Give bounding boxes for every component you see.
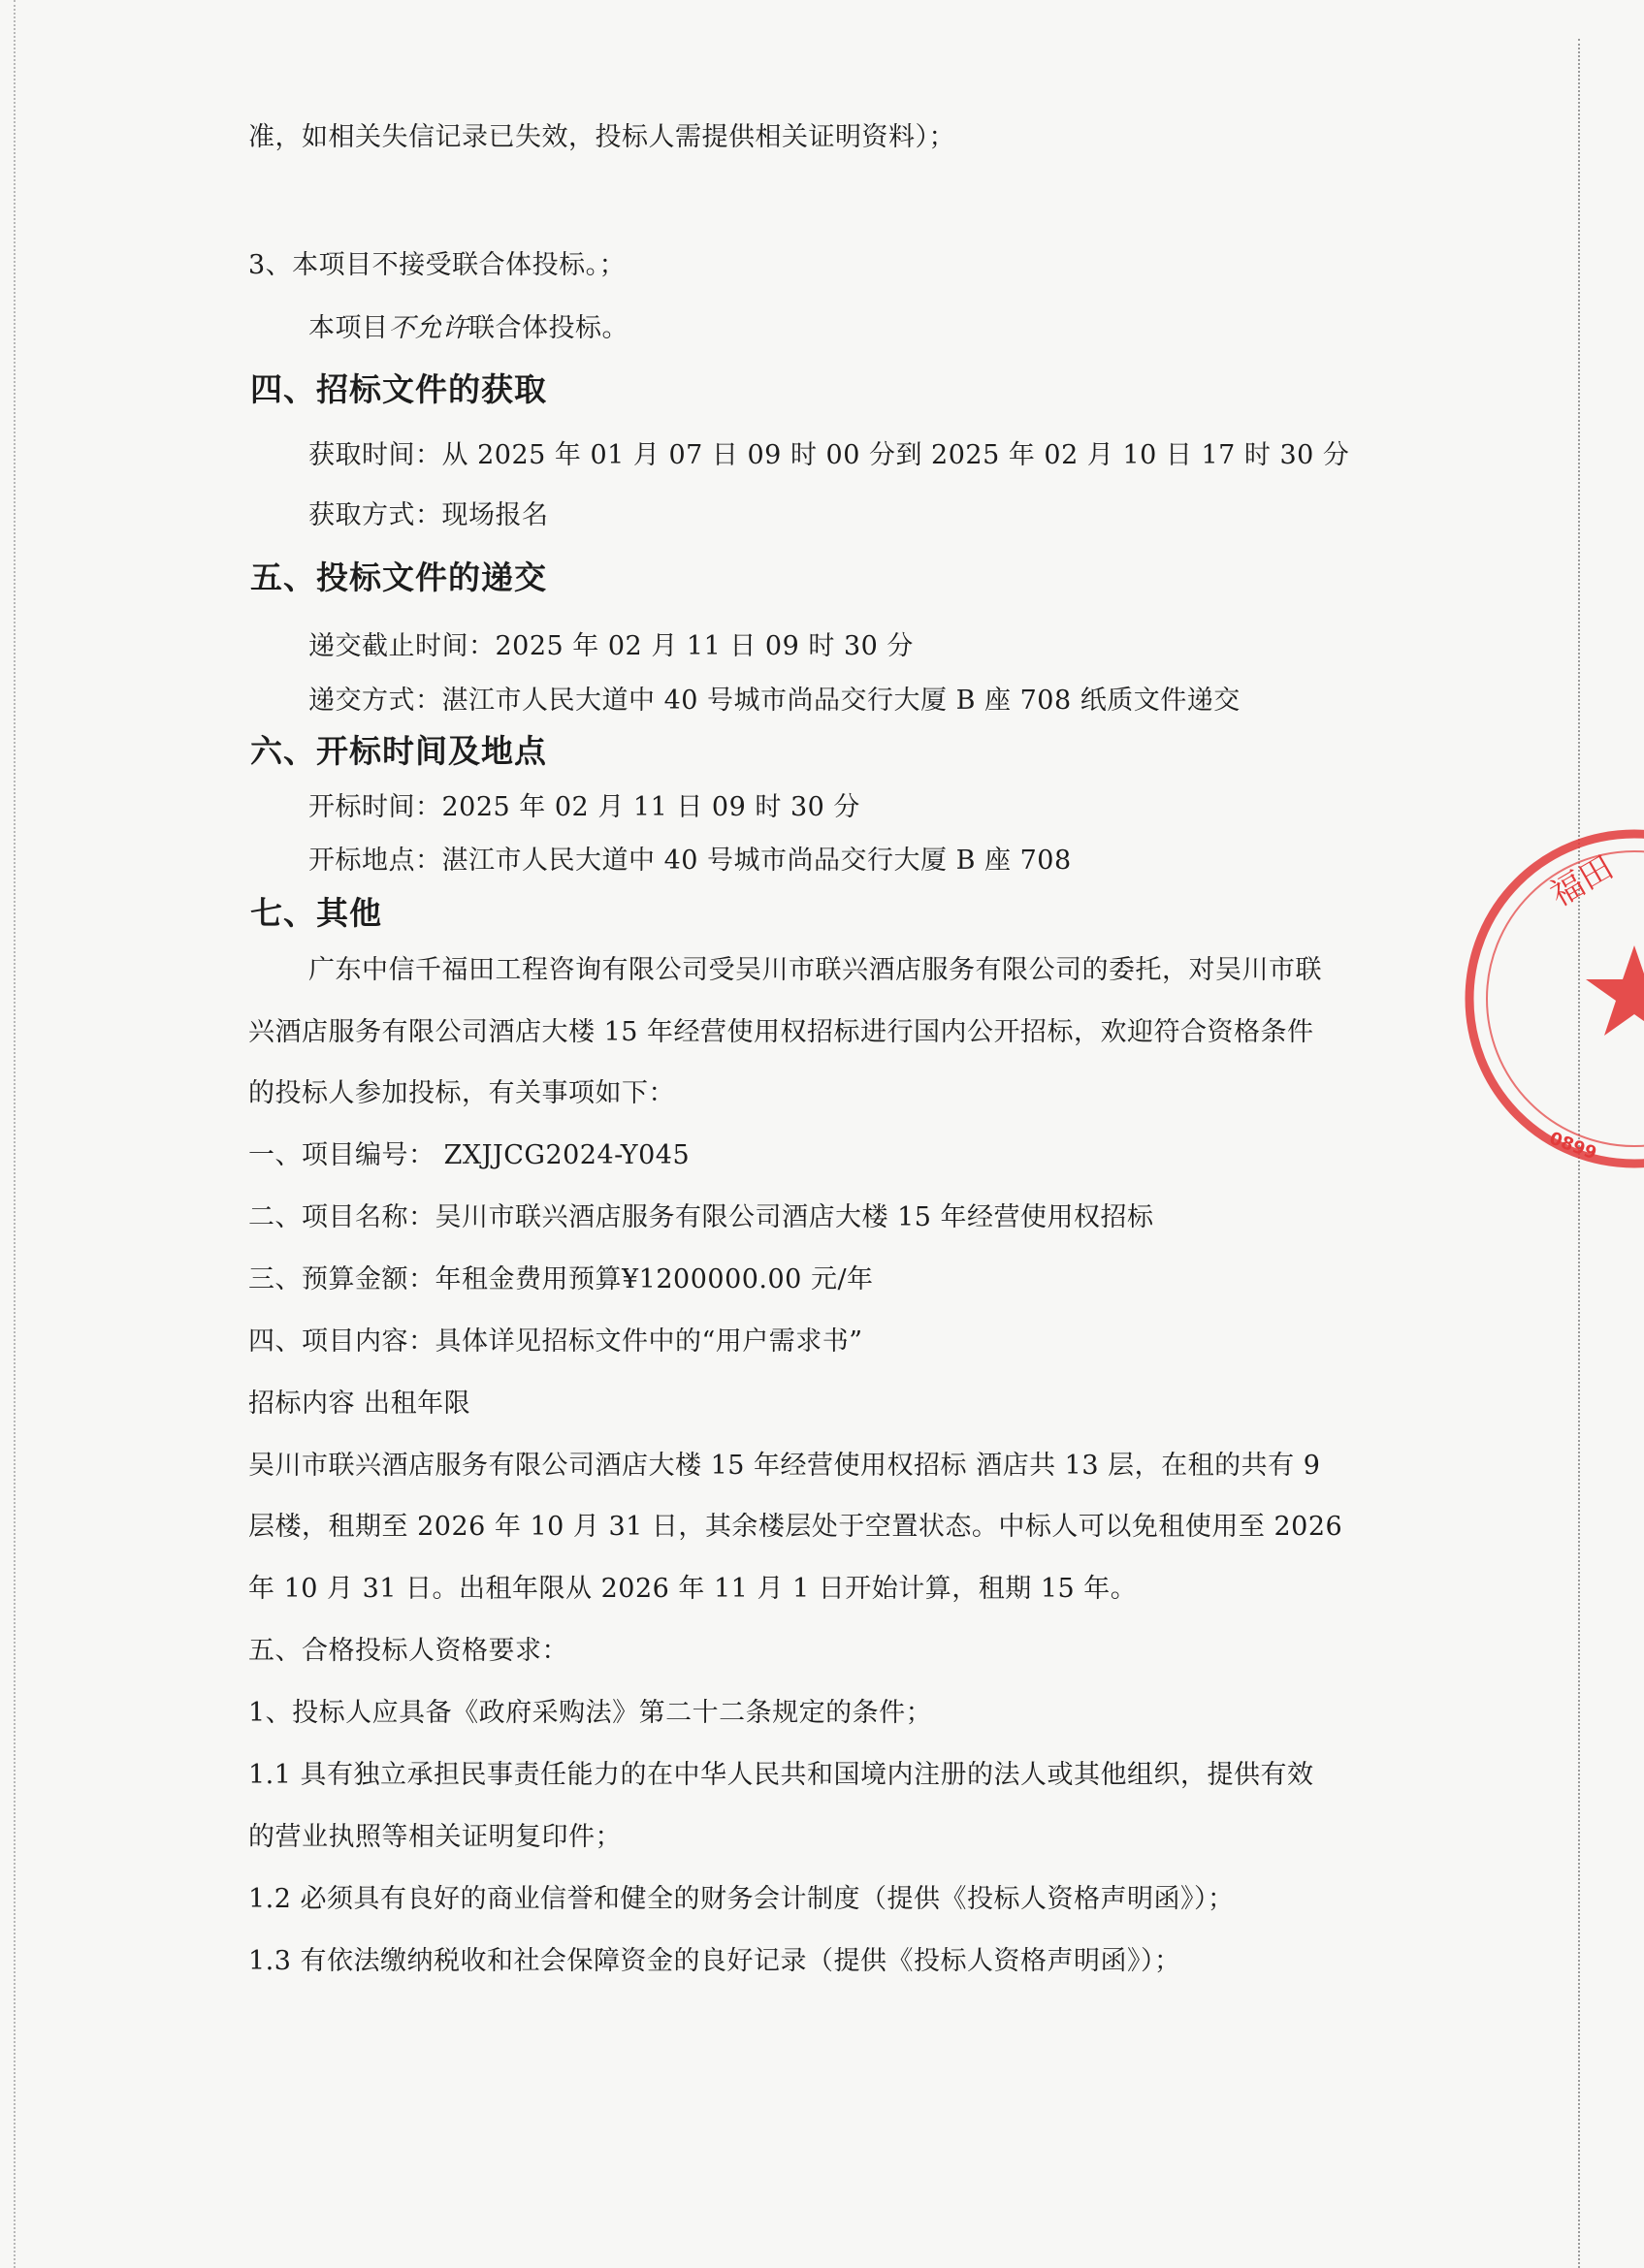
star-icon — [1586, 945, 1644, 1036]
text-line: 3、本项目不接受联合体投标。； — [248, 250, 627, 280]
text-line: 五、合格投标人资格要求： — [248, 1636, 568, 1666]
text-line: 广东中信千福田工程咨询有限公司受吴川市联兴酒店服务有限公司的委托，对吴川市联 — [308, 955, 1322, 985]
text-line: 1.3 有依法缴纳税收和社会保障资金的良好记录（提供《投标人资格声明函》）； — [248, 1946, 1181, 1976]
text-line: 1、投标人应具备《政府采购法》第二十二条规定的条件； — [248, 1698, 933, 1728]
text-line: 获取时间：从 2025 年 01 月 07 日 09 时 00 分到 2025 年 02 月 10 日 17 时 30 分 — [308, 440, 1350, 470]
text-span: 本项目 — [308, 313, 389, 343]
text-line: 1.1 具有独立承担民事责任能力的在中华人民共和国境内注册的法人或其他组织，提供有效 — [248, 1760, 1314, 1790]
company-seal-stamp — [1528, 824, 1644, 1173]
text-line: 二、项目名称：吴川市联兴酒店服务有限公司酒店大楼 15 年经营使用权招标 — [248, 1202, 1154, 1232]
text-line: 递交方式：湛江市人民大道中 40 号城市尚品交行大厦 B 座 708 纸质文件递交 — [308, 686, 1241, 716]
text-line: 开标地点：湛江市人民大道中 40 号城市尚品交行大厦 B 座 708 — [308, 846, 1072, 876]
text-line: 层楼，租期至 2026 年 10 月 31 日，其余楼层处于空置状态。中标人可以免租使用至 2026 — [248, 1512, 1343, 1542]
seal-text: 福田 — [1543, 847, 1621, 915]
text-line: 开标时间：2025 年 02 月 11 日 09 时 30 分 — [308, 792, 860, 822]
text-line: 四、项目内容：具体详见招标文件中的“用户需求书” — [248, 1326, 863, 1357]
text-line: 递交截止时间：2025 年 02 月 11 日 09 时 30 分 — [308, 631, 914, 661]
text-line: 1.2 必须具有良好的商业信誉和健全的财务会计制度（提供《投标人资格声明函》）； — [248, 1884, 1235, 1914]
section-heading: 五、投标文件的递交 — [250, 559, 547, 596]
text-line: 一、项目编号： ZXJJCG2024-Y045 — [248, 1140, 691, 1170]
text-line: 获取方式：现场报名 — [308, 500, 549, 530]
text-line: 兴酒店服务有限公司酒店大楼 15 年经营使用权招标进行国内公开招标，欢迎符合资格条件 — [248, 1017, 1314, 1047]
text-line — [308, 311, 629, 346]
text-line: 年 10 月 31 日。出租年限从 2026 年 11 月 1 日开始计算，租期 15 年。 — [248, 1574, 1138, 1604]
section-heading: 七、其他 — [250, 894, 382, 932]
section-heading: 四、招标文件的获取 — [250, 370, 547, 408]
text-line: 吴川市联兴酒店服务有限公司酒店大楼 15 年经营使用权招标 酒店共 13 层，在租的共有 9 — [248, 1451, 1321, 1481]
text-line: 的营业执照等相关证明复印件； — [248, 1822, 622, 1852]
text-span: 联合体投标。 — [468, 313, 629, 343]
text-line: 准，如相关失信记录已失效，投标人需提供相关证明资料）； — [248, 122, 955, 152]
section-heading: 六、开标时间及地点 — [250, 732, 547, 770]
text-line: 的投标人参加投标，有关事项如下： — [248, 1078, 675, 1108]
italic-span: 不允许 — [388, 313, 468, 343]
seal-number: 0899 — [1546, 1128, 1599, 1165]
scan-edge-left — [14, 0, 17, 2268]
text-line: 三、预算金额：年租金费用预算¥1200000.00 元/年 — [248, 1264, 874, 1294]
text-line: 招标内容 出租年限 — [248, 1389, 471, 1419]
